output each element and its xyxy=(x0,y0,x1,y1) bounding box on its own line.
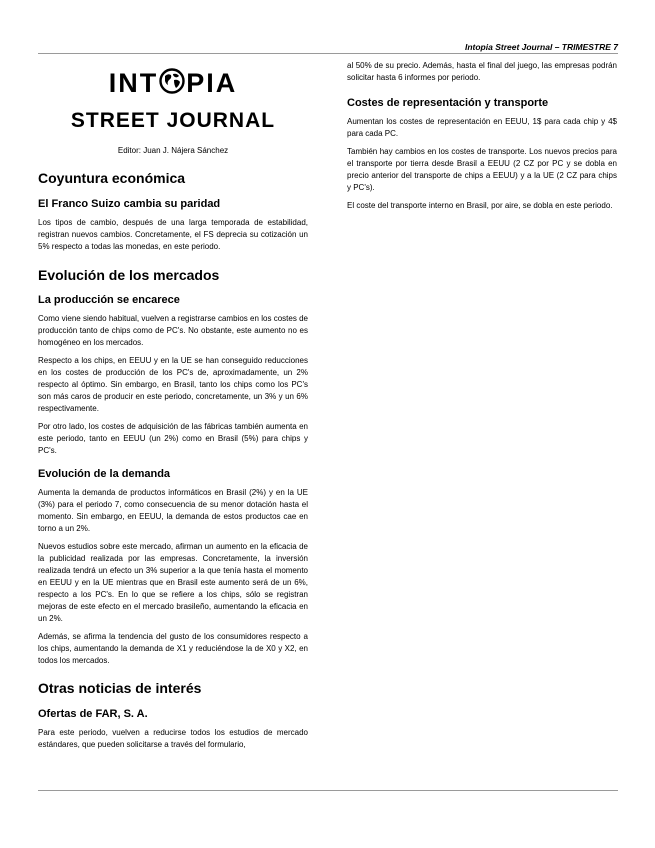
brand-text-left: INT xyxy=(108,67,159,98)
article-paragraph: Los tipos de cambio, después de una larga temporada de estabilidad, registran nuevos cambios. Concretamente, el FS deprecia su cotización un 5% respecto a todas las monedas, en este periodo. xyxy=(38,217,308,251)
article-paragraph: Como viene siendo habitual, vuelven a registrarse cambios en los costes de producción tanto de chips como de PC's. No obstante, este aumento no es homogéneo en los mercados. xyxy=(38,313,308,347)
globe-icon xyxy=(159,68,185,94)
masthead xyxy=(38,64,308,155)
article-paragraph: Nuevos estudios sobre este mercado, afirman un aumento en la eficacia de la publicidad realizada por las empresas. Concretamente, la inversión realizada tendrá un efecto un 3% superior a la que tenía hasta el momento en EEUU y en la UE mientras que en Brasil este aumento será de un 6%, respecto a los PC's. En lo que se refiere a los chips, sólo se registran mejoras de este efecto en el mercado brasileño, aumentando la eficacia en un 2%. xyxy=(38,541,308,623)
article-title-demanda: Evolución de la demanda xyxy=(38,467,171,480)
article-paragraph: También hay cambios en los costes de transporte. Los nuevos precios para el transporte por tierra desde Brasil a EEUU (2 CZ por PC y se dobla en precio anterior del transporte de chips a EEUU) y a la UE (2 CZ para chips y PC's). xyxy=(347,147,617,192)
article-paragraph: Por otro lado, los costes de adquisición de las fábricas también aumenta en este periodo, tanto en EEUU (un 2%) como en Brasil (5%) para chips y PC's. xyxy=(38,421,308,455)
article-paragraph: Aumentan los costes de representación en EEUU, 1$ para cada chip y 4$ para cada PC. xyxy=(347,117,617,138)
article-paragraph: Respecto a los chips, en EEUU y en la UE se han conseguido reducciones en los costes de producción de los PC's de, aproximadamente, un 2% respecto al óptimo. Sin embargo, en Brasil, tanto los chips como los PC's son más caros de producir en este periodo, concretamente, un 3% y un 6% respectivamente. xyxy=(38,355,308,413)
header-rule xyxy=(38,53,618,54)
article-title-franco: El Franco Suizo cambia su paridad xyxy=(38,197,221,210)
article-paragraph: El coste del transporte interno en Brasil, por aire, se dobla en este periodo. xyxy=(347,201,613,210)
right-column xyxy=(347,60,617,212)
article-paragraph: Aumenta la demanda de productos informáticos en Brasil (2%) y en la UE (3%) para el periodo 7, como consecuencia de su menor dotación hasta el momento. Sin embargo, en EEUU, la demanda de estos productos cae en torno a un 2%. xyxy=(38,487,308,533)
article-paragraph: Para este periodo, vuelven a reducirse todos los estudios de mercado estándares, que pueden solicitarse a través del formulario, xyxy=(38,727,308,749)
left-column xyxy=(38,60,308,751)
section-title-mercados: Evolución de los mercados xyxy=(38,266,220,283)
article-title-produccion: La producción se encarece xyxy=(38,293,180,306)
brand-logo xyxy=(38,64,308,100)
article-title-far: Ofertas de FAR, S. A. xyxy=(38,707,148,720)
article-paragraph: Además, se afirma la tendencia del gusto de los consumidores respecto a los chips, aumentando la demanda de X1 y reduciéndose la de X0 y X2, en todos los mercados. xyxy=(38,631,308,665)
brand-text-right: PIA xyxy=(186,67,238,98)
article-title-costes: Costes de representación y transporte xyxy=(347,97,549,109)
article-paragraph-continued: al 50% de su precio. Además, hasta el final del juego, las empresas podrán solicitar hasta 6 informes por periodo. xyxy=(347,61,617,82)
editor-credit: Editor: Juan J. Nájera Sánchez xyxy=(117,145,229,155)
journal-subtitle: STREET JOURNAL xyxy=(70,108,276,132)
running-header: Intopia Street Journal – TRIMESTRE 7 xyxy=(464,42,618,52)
section-title-coyuntura: Coyuntura económica xyxy=(38,169,186,186)
section-title-otras: Otras noticias de interés xyxy=(38,679,202,696)
footer-rule xyxy=(38,790,618,791)
